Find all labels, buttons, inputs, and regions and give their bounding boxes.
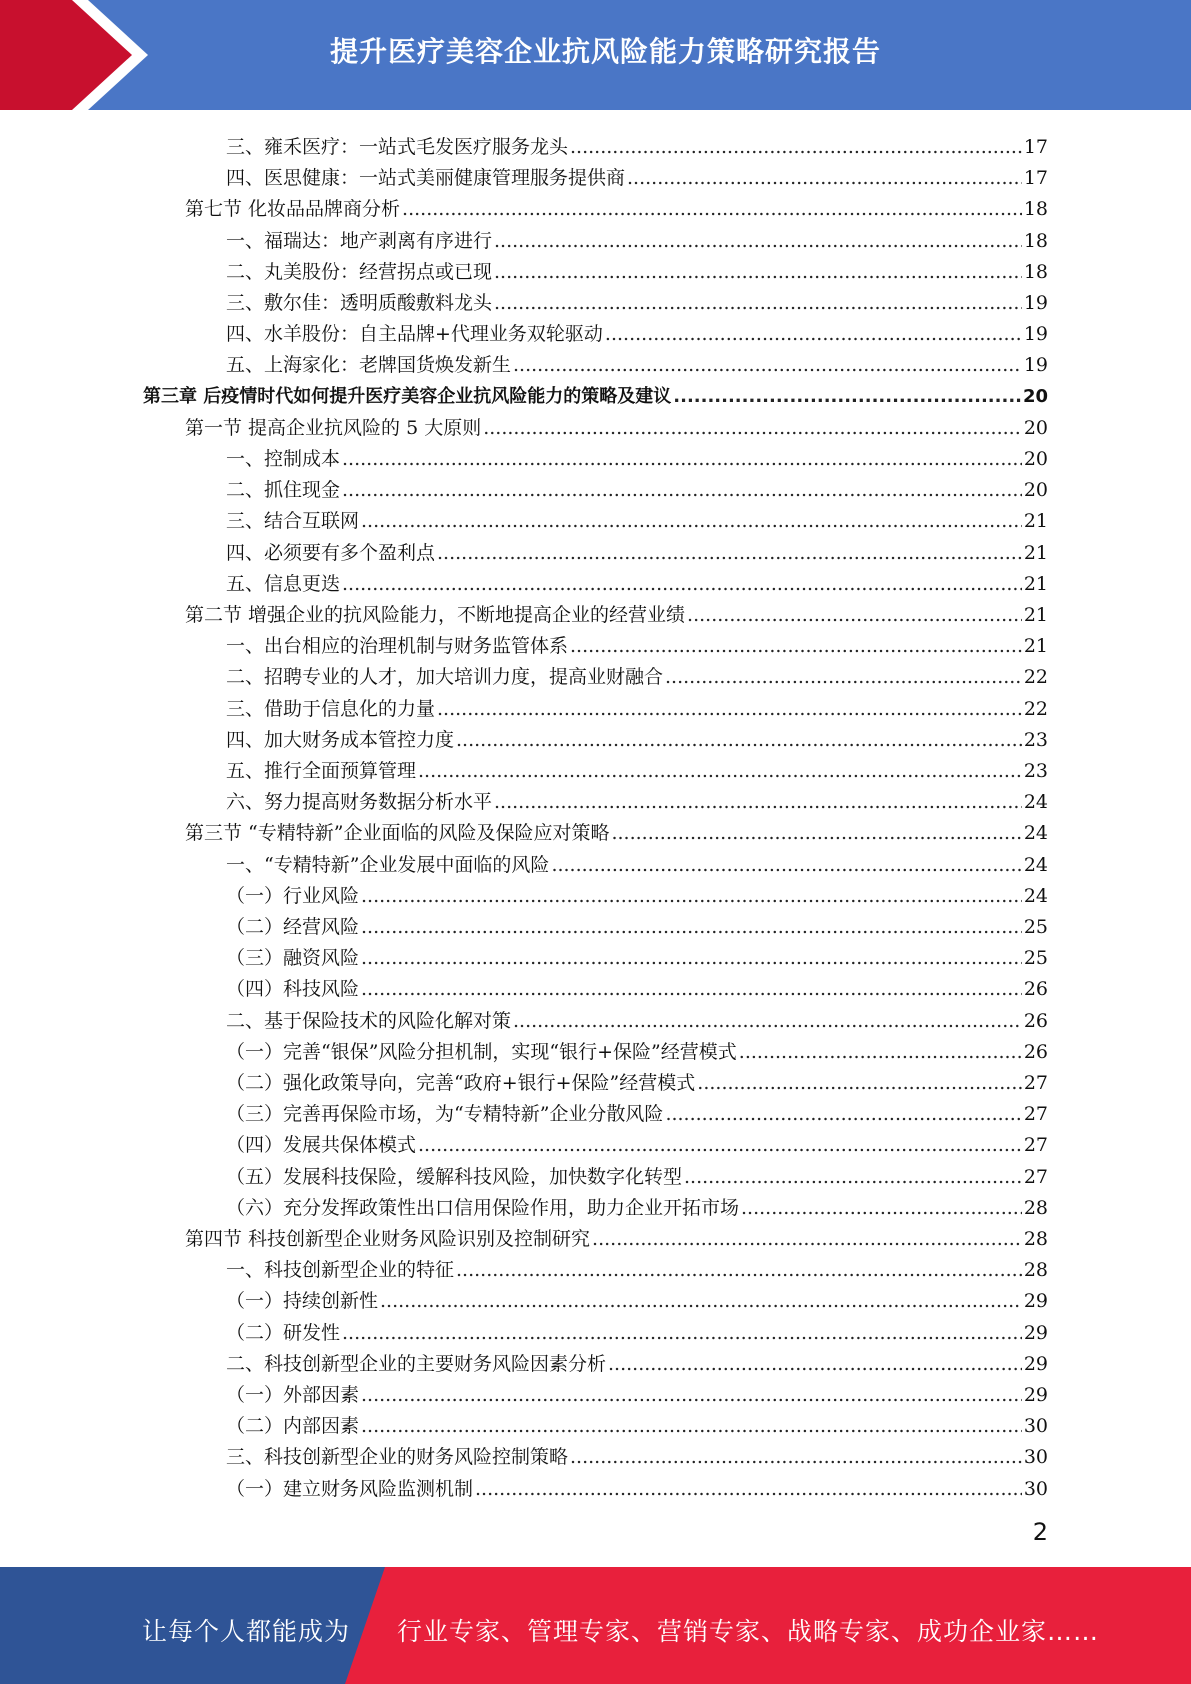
toc-entry[interactable]: [226, 877, 1048, 908]
toc-entry-page: 19: [1023, 323, 1048, 346]
toc-dot-leader: [687, 603, 1022, 627]
toc-entry[interactable]: [226, 1064, 1048, 1095]
toc-entry-page: 19: [1023, 292, 1048, 314]
toc-dot-leader: [456, 1258, 1022, 1282]
toc-entry[interactable]: [226, 1345, 1048, 1376]
toc-dot-leader: [361, 977, 1022, 1001]
toc-entry-page: 28: [1023, 1196, 1048, 1219]
toc-entry-title: （一）建立财务风险监测机制: [226, 1477, 474, 1500]
toc-entry-title: 第七节 化妆品品牌商分析: [185, 198, 401, 221]
page-header: [0, 0, 1191, 110]
toc-dot-leader: [483, 416, 1022, 440]
toc-entry-title: （四）发展共保体模式: [226, 1134, 417, 1157]
toc-entry-page: 30: [1023, 1446, 1048, 1469]
toc-dot-leader: [697, 1071, 1022, 1095]
toc-entry-page: 30: [1023, 1477, 1048, 1500]
toc-entry[interactable]: [226, 502, 1048, 533]
toc-entry-title: 五、信息更迭: [226, 572, 341, 595]
toc-entry-page: 21: [1023, 604, 1048, 626]
toc-entry-title: 第二节 增强企业的抗风险能力，不断地提高企业的经营业绩: [185, 604, 686, 626]
toc-entry-title: （一）完善“银保”风险分担机制，实现“银行+保险”经营模式: [226, 1040, 737, 1063]
toc-entry-page: 29: [1023, 1321, 1048, 1344]
toc-dot-leader: [418, 1133, 1022, 1157]
toc-entry[interactable]: [226, 159, 1048, 190]
toc-entry[interactable]: [226, 253, 1048, 284]
toc-entry-page: 24: [1023, 853, 1048, 876]
toc-entry[interactable]: [226, 1189, 1048, 1220]
toc-entry-page: 22: [1023, 666, 1048, 689]
toc-entry-page: 24: [1023, 822, 1048, 845]
toc-dot-leader: [494, 790, 1022, 814]
toc-dot-leader: [665, 665, 1022, 689]
toc-entry-title: 二、招聘专业的人才，加大培训力度，提高业财融合: [226, 666, 664, 689]
toc-dot-leader: [627, 166, 1022, 190]
toc-entry[interactable]: [226, 783, 1048, 814]
footer-slogan-right: 行业专家、管理专家、营销专家、战略专家、成功企业家……: [397, 1617, 1100, 1646]
toc-entry-title: 三、结合互联网: [226, 510, 360, 533]
toc-entry[interactable]: [226, 440, 1048, 471]
toc-entry[interactable]: [226, 1314, 1048, 1345]
toc-entry-title: （一）持续创新性: [226, 1290, 379, 1313]
toc-entry-title: （三）融资风险: [226, 947, 360, 970]
toc-entry-title: 一、“专精特新”企业发展中面临的风险: [226, 853, 550, 876]
toc-entry-page: 17: [1023, 167, 1048, 190]
toc-entry-page: 23: [1023, 728, 1048, 751]
page-footer: [0, 1567, 1191, 1684]
toc-entry[interactable]: [226, 752, 1048, 783]
toc-dot-leader: [741, 1196, 1022, 1220]
toc-entry[interactable]: [226, 1470, 1048, 1501]
toc-entry-title: 六、努力提高财务数据分析水平: [226, 791, 493, 814]
toc-entry[interactable]: [226, 1095, 1048, 1126]
toc-dot-leader: [739, 1040, 1022, 1064]
toc-dot-leader: [361, 915, 1022, 939]
toc-dot-leader: [513, 1009, 1022, 1033]
toc-entry-page: 29: [1023, 1352, 1048, 1375]
toc-entry-title: （一）外部因素: [226, 1384, 360, 1406]
toc-entry-title: 三、雍禾医疗：一站式毛发医疗服务龙头: [226, 136, 569, 158]
toc-entry[interactable]: [226, 1251, 1048, 1282]
toc-entry-title: 第四节 科技创新型企业财务风险识别及控制研究: [185, 1228, 591, 1250]
toc-entry[interactable]: [226, 1002, 1048, 1033]
toc-entry-title: （四）科技风险: [226, 978, 360, 1001]
toc-entry-page: 20: [1023, 416, 1048, 439]
toc-entry[interactable]: [185, 190, 1048, 221]
toc-entry-page: 17: [1023, 136, 1048, 158]
footer-slogan-left: 让每个人都能成为: [142, 1617, 351, 1646]
toc-entry[interactable]: [226, 1158, 1048, 1189]
toc-entry-title: 一、出台相应的治理机制与财务监管体系: [226, 635, 569, 658]
toc-entry-title: 一、福瑞达：地产剥离有序进行: [226, 229, 493, 252]
toc-entry[interactable]: [226, 846, 1048, 877]
toc-entry-title: 二、科技创新型企业的主要财务风险因素分析: [226, 1352, 607, 1375]
toc-entry-title: （三）完善再保险市场，为“专精特新”企业分散风险: [226, 1103, 664, 1126]
toc-entry-page: 25: [1023, 947, 1048, 970]
page-number: 2: [1032, 1518, 1048, 1546]
toc-entry-page: 24: [1023, 791, 1048, 814]
toc-entry-title: 四、医思健康：一站式美丽健康管理服务提供商: [226, 167, 626, 190]
toc-entry[interactable]: [226, 1438, 1048, 1469]
toc-entry[interactable]: [226, 939, 1048, 970]
toc-dot-leader: [456, 728, 1022, 752]
toc-entry-page: 27: [1023, 1134, 1048, 1157]
toc-entry-page: 27: [1023, 1072, 1048, 1094]
toc-dot-leader: [418, 759, 1022, 783]
toc-dot-leader: [494, 260, 1022, 284]
toc-entry-title: 第一节 提高企业抗风险的 5 大原则: [185, 416, 482, 439]
toc-entry[interactable]: [185, 814, 1048, 845]
toc-entry-title: 四、水羊股份：自主品牌+代理业务双轮驱动: [226, 323, 603, 346]
toc-entry[interactable]: [226, 471, 1048, 502]
toc-entry-page: 22: [1023, 697, 1048, 720]
toc-dot-leader: [494, 229, 1022, 253]
toc-entry-title: 四、加大财务成本管控力度: [226, 728, 455, 751]
toc-dot-leader: [665, 1102, 1021, 1126]
toc-entry[interactable]: [226, 128, 1048, 159]
toc-entry-page: 27: [1023, 1103, 1048, 1126]
toc-entry[interactable]: [226, 721, 1048, 752]
toc-entry-title: 二、抓住现金: [226, 479, 341, 502]
toc-dot-leader: [402, 197, 1022, 221]
toc-dot-leader: [684, 1165, 1022, 1189]
toc-entry[interactable]: [226, 1033, 1048, 1064]
toc-entry-page: 30: [1023, 1415, 1048, 1438]
toc-entry[interactable]: [226, 222, 1048, 253]
toc-entry-page: 26: [1023, 978, 1048, 1001]
toc-entry[interactable]: [185, 596, 1048, 627]
toc-dot-leader: [361, 946, 1022, 970]
toc-dot-leader: [475, 1477, 1022, 1501]
toc-entry-title: （二）研发性: [226, 1321, 341, 1344]
toc-entry-page: 26: [1023, 1040, 1048, 1063]
toc-entry-title: 一、控制成本: [226, 448, 341, 470]
toc-entry-page: 27: [1023, 1165, 1048, 1188]
toc-dot-leader: [361, 1383, 1022, 1407]
toc-entry-title: 一、科技创新型企业的特征: [226, 1259, 455, 1282]
toc-entry-page: 20: [1023, 448, 1048, 470]
toc-dot-leader: [513, 353, 1022, 377]
toc-entry-page: 29: [1023, 1290, 1048, 1313]
toc-entry-title: 五、上海家化：老牌国货焕发新生: [226, 354, 512, 377]
toc-entry-page: 23: [1023, 760, 1048, 782]
toc-entry-title: （一）行业风险: [226, 884, 360, 907]
toc-dot-leader: [342, 478, 1022, 502]
toc-entry[interactable]: [185, 1220, 1048, 1251]
toc-dot-leader: [570, 135, 1022, 159]
toc-entry-page: 25: [1023, 916, 1048, 938]
toc-entry[interactable]: [226, 627, 1048, 658]
toc-entry-title: （二）内部因素: [226, 1415, 360, 1438]
toc-entry-title: 三、敷尔佳：透明质酸敷料龙头: [226, 292, 493, 314]
toc-entry-title: 第三章 后疫情时代如何提升医疗美容企业抗风险能力的策略及建议: [143, 385, 672, 407]
toc-dot-leader: [361, 509, 1022, 533]
toc-dot-leader: [342, 447, 1022, 471]
toc-dot-leader: [611, 821, 1021, 845]
toc-entry[interactable]: [226, 908, 1048, 939]
toc-entry-title: 二、基于保险技术的风险化解对策: [226, 1009, 512, 1032]
toc-entry-title: 三、借助于信息化的力量: [226, 697, 436, 720]
toc-entry-page: 19: [1023, 354, 1048, 377]
report-title: 提升医疗美容企业抗风险能力策略研究报告: [329, 35, 881, 68]
toc-dot-leader: [570, 1445, 1022, 1469]
toc-entry[interactable]: [226, 534, 1048, 565]
toc-entry-page: 28: [1023, 1228, 1048, 1250]
toc-dot-leader: [361, 884, 1022, 908]
toc-entry-page: 21: [1023, 510, 1048, 533]
toc-dot-leader: [673, 385, 1021, 409]
toc-entry-page: 18: [1023, 260, 1048, 283]
toc-entry-title: （五）发展科技保险，缓解科技风险，加快数字化转型: [226, 1165, 683, 1188]
toc-dot-leader: [342, 572, 1022, 596]
toc-dot-leader: [570, 634, 1022, 658]
toc-entry[interactable]: [226, 690, 1048, 721]
toc-entry[interactable]: [226, 346, 1048, 377]
toc-entry-page: 21: [1023, 541, 1048, 564]
toc-entry-page: 28: [1023, 1259, 1048, 1282]
toc-entry-page: 26: [1023, 1009, 1048, 1032]
toc-dot-leader: [608, 1352, 1022, 1376]
toc-dot-leader: [342, 1321, 1022, 1345]
toc-dot-leader: [605, 322, 1022, 346]
toc-entry[interactable]: [226, 1282, 1048, 1313]
toc-entry-page: 21: [1023, 635, 1048, 658]
toc-entry-page: 20: [1022, 385, 1048, 407]
toc-entry-page: 21: [1023, 572, 1048, 595]
toc-entry-title: （二）强化政策导向，完善“政府+银行+保险”经营模式: [226, 1072, 696, 1094]
toc-entry-page: 18: [1023, 198, 1048, 221]
toc-dot-leader: [437, 541, 1022, 565]
toc-entry-title: 四、必须要有多个盈利点: [226, 541, 436, 564]
toc-dot-leader: [380, 1289, 1022, 1313]
toc-dot-leader: [361, 1414, 1022, 1438]
toc-entry-title: 五、推行全面预算管理: [226, 760, 417, 782]
toc-entry[interactable]: [185, 409, 1048, 440]
toc-entry[interactable]: [226, 315, 1048, 346]
toc-dot-leader: [437, 697, 1022, 721]
toc-dot-leader: [551, 853, 1021, 877]
toc-entry-title: 第三节 “专精特新”企业面临的风险及保险应对策略: [185, 822, 610, 845]
toc-entry-page: 24: [1023, 884, 1048, 907]
toc-entry-page: 29: [1023, 1384, 1048, 1406]
toc-entry-title: 二、丸美股份：经营拐点或已现: [226, 260, 493, 283]
toc-entry-title: （二）经营风险: [226, 916, 360, 938]
toc-dot-leader: [592, 1227, 1022, 1251]
toc-entry[interactable]: [226, 284, 1048, 315]
toc-entry-title: 三、科技创新型企业的财务风险控制策略: [226, 1446, 569, 1469]
toc-entry[interactable]: [143, 378, 1048, 409]
toc-entry-page: 20: [1023, 479, 1048, 502]
toc-entry[interactable]: [226, 1376, 1048, 1407]
toc-entry-page: 18: [1023, 229, 1048, 252]
toc-entry[interactable]: [226, 658, 1048, 689]
toc-entry[interactable]: [226, 565, 1048, 596]
toc-entry[interactable]: [226, 1126, 1048, 1157]
toc-entry[interactable]: [226, 1407, 1048, 1438]
toc-dot-leader: [494, 291, 1022, 315]
toc-entry-title: （六）充分发挥政策性出口信用保险作用，助力企业开拓市场: [226, 1196, 740, 1219]
toc-entry[interactable]: [226, 970, 1048, 1001]
